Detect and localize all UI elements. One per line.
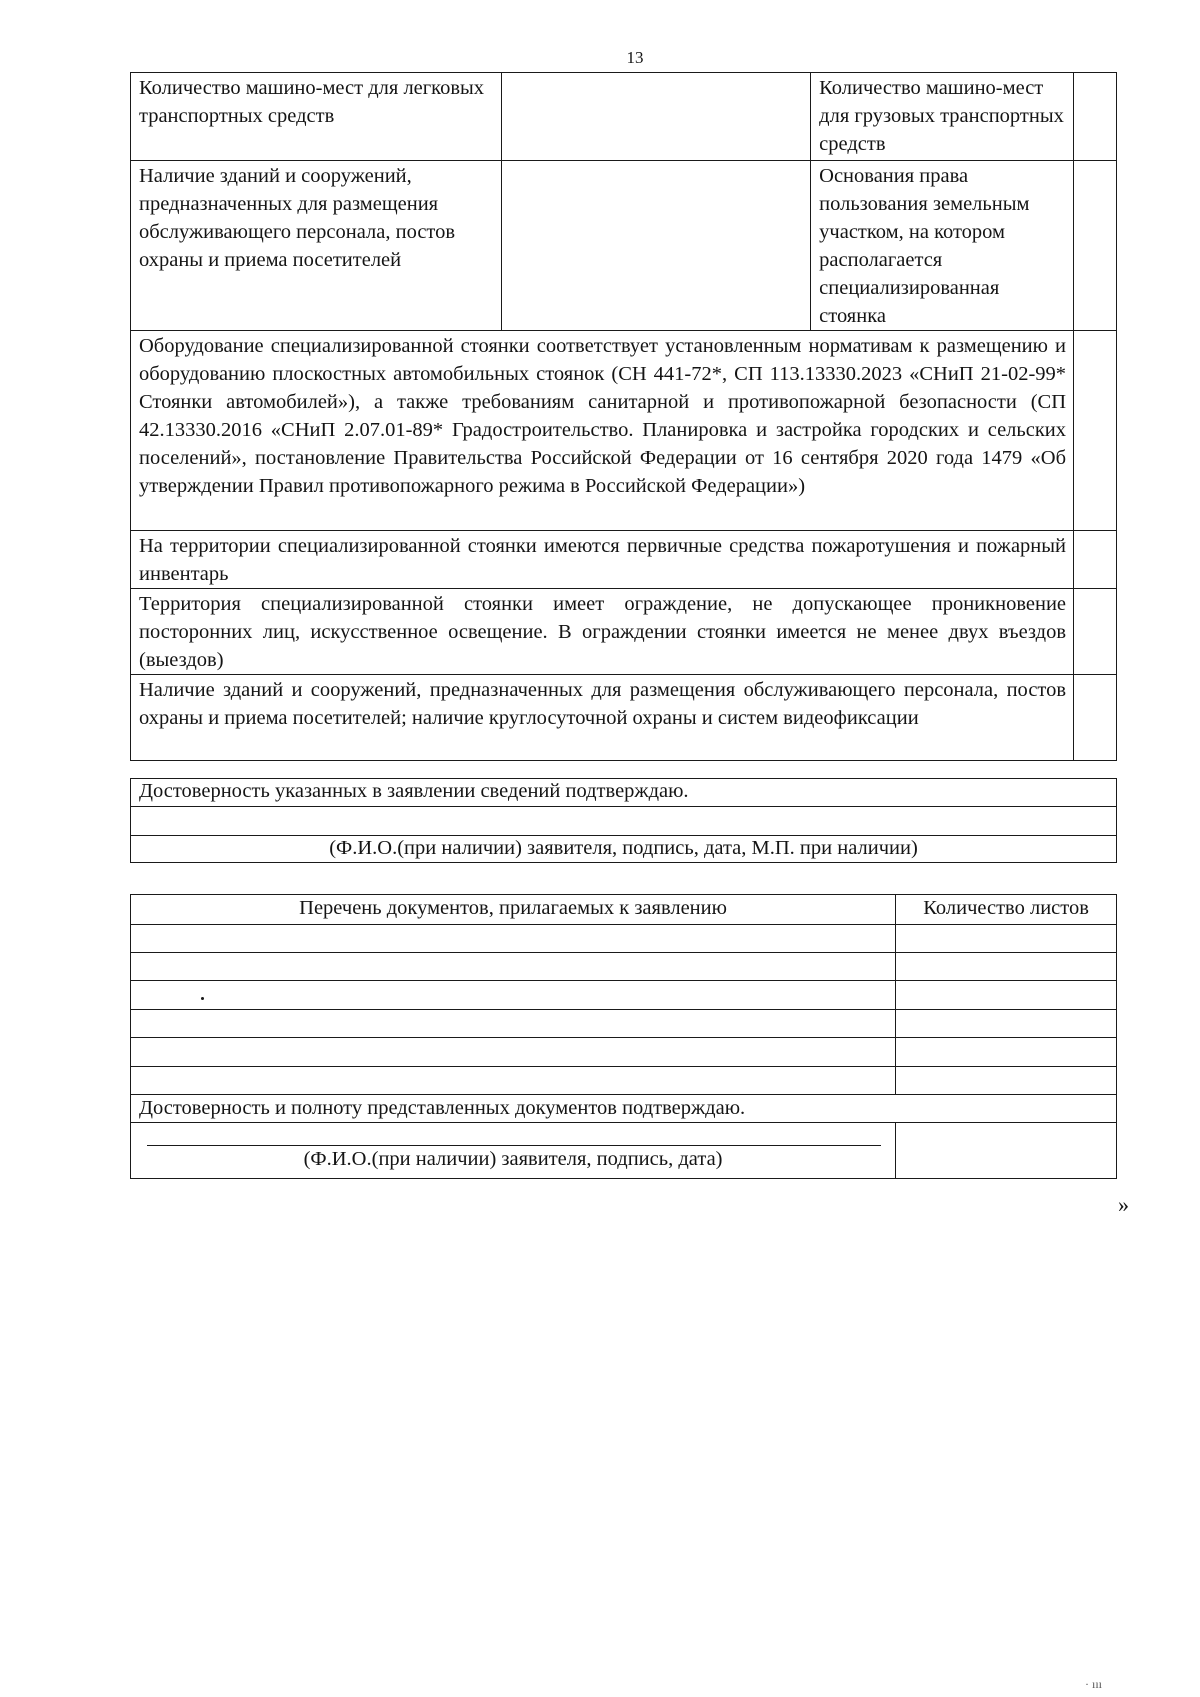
requirement-fire-equipment-mark[interactable] bbox=[1074, 531, 1117, 589]
requirement-fencing-mark[interactable] bbox=[1074, 589, 1117, 675]
documents-signature-extra[interactable] bbox=[896, 1123, 1117, 1179]
document-name-cell[interactable] bbox=[131, 1067, 896, 1095]
sheet-count-cell[interactable] bbox=[896, 1067, 1117, 1095]
sheet-count-cell[interactable] bbox=[896, 925, 1117, 953]
sheet-count-cell[interactable] bbox=[896, 953, 1117, 981]
table-row bbox=[131, 331, 1117, 531]
requirement-fencing: Территория специализированной стоянки имеет ограждение, не допускающее проникновение посторонних лиц, искусственное освещение. В ограждении стоянки имеется не менее двух въездов (выездов) bbox=[131, 589, 1074, 675]
trucks-spaces-label: Количество машино-мест для грузовых транспортных средств bbox=[811, 73, 1074, 161]
table-row bbox=[131, 1123, 1117, 1179]
table-row bbox=[131, 1067, 1117, 1095]
table-row bbox=[131, 981, 1117, 1010]
sheet-count-cell[interactable] bbox=[896, 1010, 1117, 1038]
confirmation-caption: (Ф.И.О.(при наличии) заявителя, подпись, дата, М.П. при наличии) bbox=[131, 836, 1117, 863]
confirmation-signature-field[interactable] bbox=[131, 807, 1117, 836]
cars-spaces-label: Количество машино-мест для легковых транспортных средств bbox=[131, 73, 502, 161]
sheet-count-cell[interactable] bbox=[896, 981, 1117, 1010]
parking-info-table bbox=[130, 72, 1117, 761]
buildings-value[interactable] bbox=[501, 161, 811, 331]
trucks-spaces-value[interactable] bbox=[1074, 73, 1117, 161]
documents-table bbox=[130, 894, 1117, 1179]
table-row bbox=[131, 1010, 1117, 1038]
page-number: 13 bbox=[626, 48, 644, 67]
land-rights-label: Основания права пользования земельным участком, на котором располагается специализированная стоянка bbox=[811, 161, 1074, 331]
table-row bbox=[131, 1095, 1117, 1123]
confirmation-table bbox=[130, 778, 1117, 863]
requirement-security-mark[interactable] bbox=[1074, 675, 1117, 761]
requirement-equipment-mark[interactable] bbox=[1074, 331, 1117, 531]
stray-dot-mark bbox=[201, 997, 204, 1000]
table-row bbox=[131, 73, 1117, 161]
table-row bbox=[131, 675, 1117, 761]
documents-confirmation-statement: Достоверность и полноту представленных документов подтверждаю. bbox=[131, 1095, 1117, 1123]
document-name-cell[interactable] bbox=[131, 925, 896, 953]
land-rights-value[interactable] bbox=[1074, 161, 1117, 331]
table-row bbox=[131, 925, 1117, 953]
table-row bbox=[131, 953, 1117, 981]
sheet-count-header: Количество листов bbox=[896, 895, 1117, 925]
requirement-fire-equipment: На территории специализированной стоянки имеются первичные средства пожаротушения и пожарный инвентарь bbox=[131, 531, 1074, 589]
confirmation-statement: Достоверность указанных в заявлении сведений подтверждаю. bbox=[131, 779, 1117, 807]
requirement-security: Наличие зданий и сооружений, предназначенных для размещения обслуживающего персонала, постов охраны и приема посетителей; наличие круглосуточной охраны и систем видеофиксации bbox=[131, 675, 1074, 761]
cars-spaces-value[interactable] bbox=[501, 73, 811, 161]
table-row bbox=[131, 161, 1117, 331]
documents-list-header: Перечень документов, прилагаемых к заявлению bbox=[131, 895, 896, 925]
document-name-cell[interactable] bbox=[131, 953, 896, 981]
document-name-cell[interactable] bbox=[131, 1010, 896, 1038]
document-name-cell[interactable] bbox=[131, 981, 896, 1010]
closing-quote: » bbox=[1118, 1192, 1129, 1217]
table-row bbox=[131, 1038, 1117, 1067]
requirement-equipment: Оборудование специализированной стоянки соответствует установленным нормативам к размещению и оборудованию плоскостных автомобильных стоянок (СН 441-72*, СП 113.13330.2023 «СНиП 21-02-99* Стоянки автомобилей»), а также требованиям санитарной и противопожарной безопасности (СП 42.13330.2016 «СНиП 2.07.01-89* Градостроительство. Планировка и застройка городских и сельских поселений», постановление Правительства Российской Федерации от 16 сентября 2020 года 1479 «Об утверждении Правил противопожарного режима в Российской Федерации») bbox=[131, 331, 1074, 531]
document-name-cell[interactable] bbox=[131, 1038, 896, 1067]
documents-signature-cell[interactable] bbox=[131, 1123, 896, 1179]
sheet-count-cell[interactable] bbox=[896, 1038, 1117, 1067]
scan-edge-mark: · ııı bbox=[1085, 1677, 1102, 1691]
table-row bbox=[131, 589, 1117, 675]
buildings-label: Наличие зданий и сооружений, предназначенных для размещения обслуживающего персонала, постов охраны и приема посетителей bbox=[131, 161, 502, 331]
documents-signature-caption: (Ф.И.О.(при наличии) заявителя, подпись, дата) bbox=[303, 1148, 723, 1170]
table-header-row bbox=[131, 895, 1117, 925]
table-row bbox=[131, 531, 1117, 589]
